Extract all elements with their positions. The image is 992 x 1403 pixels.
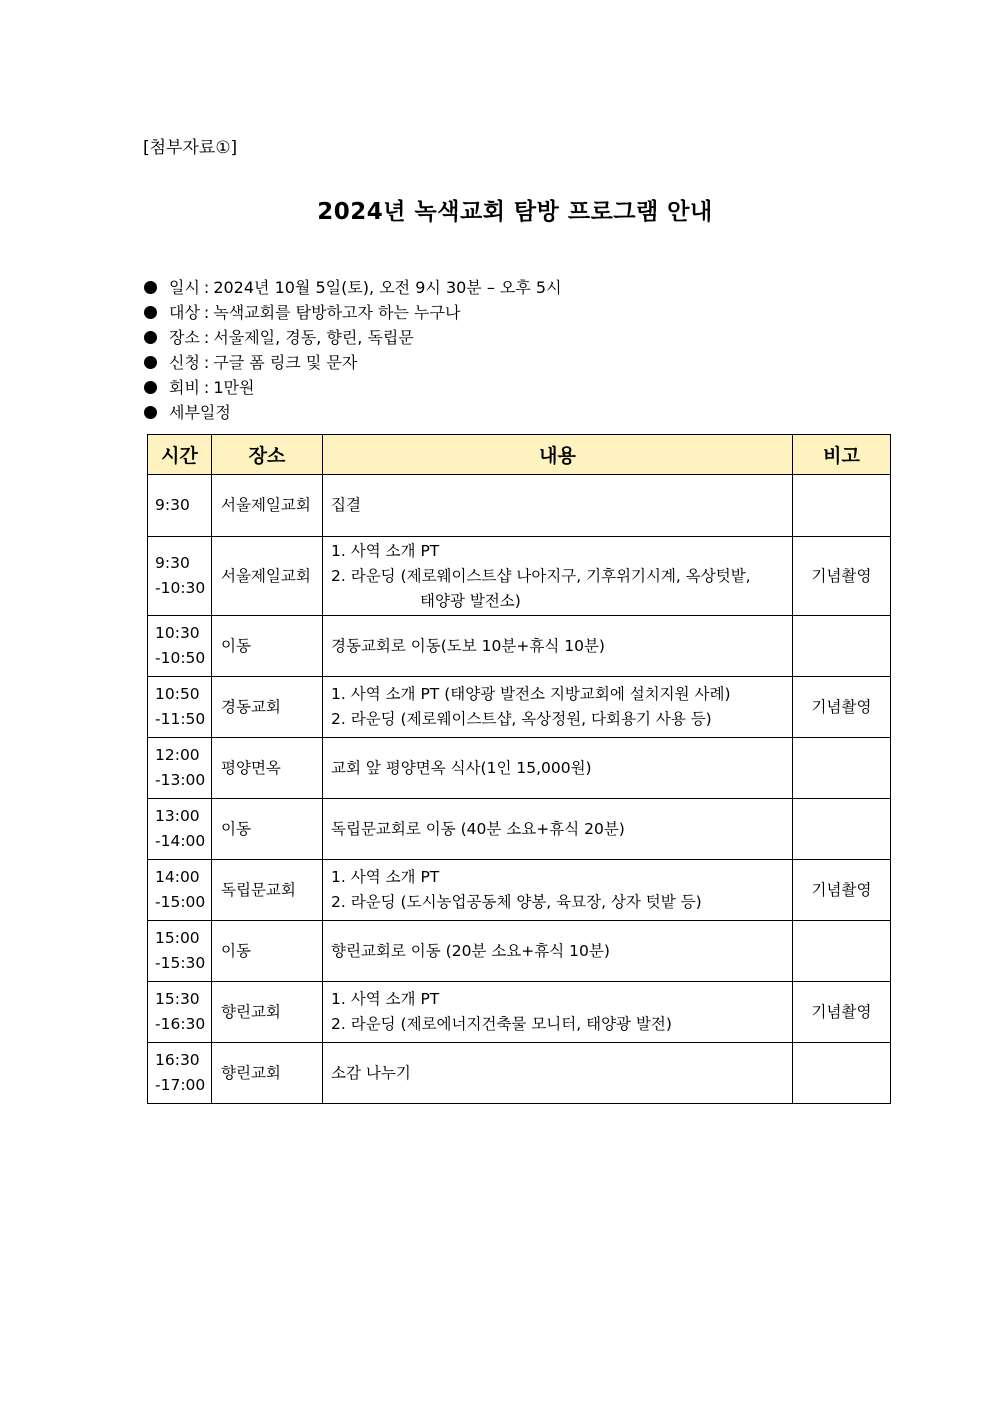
info-item-date (143, 275, 562, 300)
note-cell (793, 1043, 891, 1104)
time-cell (148, 799, 212, 860)
time-text: -10:30 (155, 579, 206, 597)
content-line: 향린교회로 이동 (20분 소요+휴식 10분) (331, 941, 610, 960)
time-cell (148, 982, 212, 1043)
time-text: -17:00 (155, 1076, 206, 1094)
bullet-icon (144, 306, 157, 319)
info-value: 2024년 10월 5일(토), 오전 9시 30분 – 오후 5시 (213, 278, 562, 297)
info-separator: : (203, 353, 210, 372)
info-value: 구글 폼 링크 및 문자 (213, 353, 358, 372)
note-cell (793, 616, 891, 677)
time-text: 12:00 (155, 746, 200, 764)
note-cell: 기념촬영 (793, 537, 891, 616)
time-text: 14:00 (155, 868, 200, 886)
time-text: 10:30 (155, 624, 200, 642)
content-line: 독립문교회로 이동 (40분 소요+휴식 20분) (331, 819, 625, 838)
info-item-location (143, 325, 562, 350)
time-text: 13:00 (155, 807, 200, 825)
header-note: 비고 (793, 435, 891, 475)
note-cell: 기념촬영 (793, 860, 891, 921)
time-cell (148, 677, 212, 738)
bullet-icon (144, 356, 157, 369)
info-label: 장소 (169, 328, 200, 347)
table-row (148, 677, 891, 738)
content-cell (323, 860, 793, 921)
info-separator: : (203, 378, 210, 397)
document-title: 2024년 녹색교회 탐방 프로그램 안내 (317, 199, 713, 225)
place-cell: 이동 (212, 616, 323, 677)
content-line: 1. 사역 소개 PT (331, 990, 440, 1008)
attachment-label: [첨부자료①] (143, 138, 238, 158)
content-cell (323, 1043, 793, 1104)
info-value: 녹색교회를 탐방하고자 하는 누구나 (213, 303, 461, 322)
content-line: 1. 사역 소개 PT (331, 541, 440, 560)
time-text: 10:50 (155, 685, 200, 703)
place-cell: 서울제일교회 (212, 537, 323, 616)
table-header-row (148, 435, 891, 475)
bullet-icon (144, 406, 157, 419)
content-cell (323, 677, 793, 738)
bullet-icon (144, 381, 157, 394)
header-time: 시간 (148, 435, 212, 475)
info-item-apply (143, 350, 562, 375)
time-text: 15:00 (155, 929, 200, 947)
time-text: 9:30 (155, 496, 190, 514)
time-text: -10:50 (155, 649, 206, 667)
time-text: -11:50 (155, 710, 206, 728)
table-row (148, 921, 891, 982)
info-separator: : (203, 278, 210, 297)
content-line: 2. 라운딩 (제로에너지건축물 모니터, 태양광 발전) (331, 1015, 672, 1033)
table-row (148, 1043, 891, 1104)
header-place: 장소 (212, 435, 323, 475)
content-line: 경동교회로 이동(도보 10분+휴식 10분) (331, 636, 605, 655)
time-text: -15:00 (155, 893, 206, 911)
table-row (148, 475, 891, 537)
info-value: 서울제일, 경동, 향린, 독립문 (213, 328, 414, 347)
info-label: 일시 (169, 278, 200, 297)
note-cell: 기념촬영 (793, 677, 891, 738)
content-line: 2. 라운딩 (제로웨이스트샵, 옥상정원, 다회용기 사용 등) (331, 710, 712, 728)
time-text: 9:30 (155, 554, 190, 572)
info-separator: : (203, 303, 210, 322)
time-cell (148, 1043, 212, 1104)
content-line: 태양광 발전소) (420, 591, 521, 610)
info-label: 회비 (169, 378, 200, 397)
note-cell (793, 921, 891, 982)
bullet-icon (144, 281, 157, 294)
place-cell: 서울제일교회 (212, 475, 323, 537)
info-label: 세부일정 (169, 403, 231, 422)
content-cell (323, 799, 793, 860)
time-text: -14:00 (155, 832, 206, 850)
time-cell (148, 616, 212, 677)
time-cell (148, 921, 212, 982)
note-cell (793, 738, 891, 799)
info-separator: : (203, 328, 210, 347)
schedule-table (147, 434, 891, 1104)
time-cell (148, 475, 212, 537)
table-row (148, 799, 891, 860)
info-value: 1만원 (213, 378, 255, 397)
time-text: 16:30 (155, 1051, 200, 1069)
content-line: 2. 라운딩 (도시농업공동체 양봉, 육묘장, 상자 텃밭 등) (331, 893, 702, 911)
info-item-schedule (143, 400, 562, 425)
place-cell: 이동 (212, 921, 323, 982)
content-line: 2. 라운딩 (제로웨이스트샵 나아지구, 기후위기시계, 옥상텃밭, (331, 566, 751, 585)
time-text: 15:30 (155, 990, 200, 1008)
content-cell (323, 982, 793, 1043)
content-line: 1. 사역 소개 PT (태양광 발전소 지방교회에 설치지원 사례) (331, 685, 731, 703)
content-line: 소감 나누기 (331, 1063, 411, 1082)
table-row (148, 616, 891, 677)
place-cell: 향린교회 (212, 982, 323, 1043)
place-cell: 향린교회 (212, 1043, 323, 1104)
info-label: 신청 (169, 353, 200, 372)
content-cell (323, 616, 793, 677)
place-cell: 경동교회 (212, 677, 323, 738)
time-text: -16:30 (155, 1015, 206, 1033)
time-cell (148, 537, 212, 616)
info-item-target (143, 300, 562, 325)
table-row (148, 982, 891, 1043)
content-line: 1. 사역 소개 PT (331, 868, 440, 886)
content-cell (323, 475, 793, 537)
table-row (148, 537, 891, 616)
place-cell: 평양면옥 (212, 738, 323, 799)
content-line: 집결 (331, 496, 361, 514)
content-cell (323, 738, 793, 799)
time-cell (148, 738, 212, 799)
place-cell: 이동 (212, 799, 323, 860)
table-row (148, 738, 891, 799)
content-cell (323, 921, 793, 982)
note-cell: 기념촬영 (793, 982, 891, 1043)
time-cell (148, 860, 212, 921)
note-cell (793, 475, 891, 537)
note-cell (793, 799, 891, 860)
time-text: -13:00 (155, 771, 206, 789)
header-content: 내용 (323, 435, 793, 475)
place-cell: 독립문교회 (212, 860, 323, 921)
content-line: 교회 앞 평양면옥 식사(1인 15,000원) (331, 758, 592, 777)
content-cell (323, 537, 793, 616)
info-item-fee (143, 375, 562, 400)
info-list (143, 275, 562, 425)
info-label: 대상 (169, 303, 200, 322)
table-row (148, 860, 891, 921)
time-text: -15:30 (155, 954, 206, 972)
bullet-icon (144, 331, 157, 344)
